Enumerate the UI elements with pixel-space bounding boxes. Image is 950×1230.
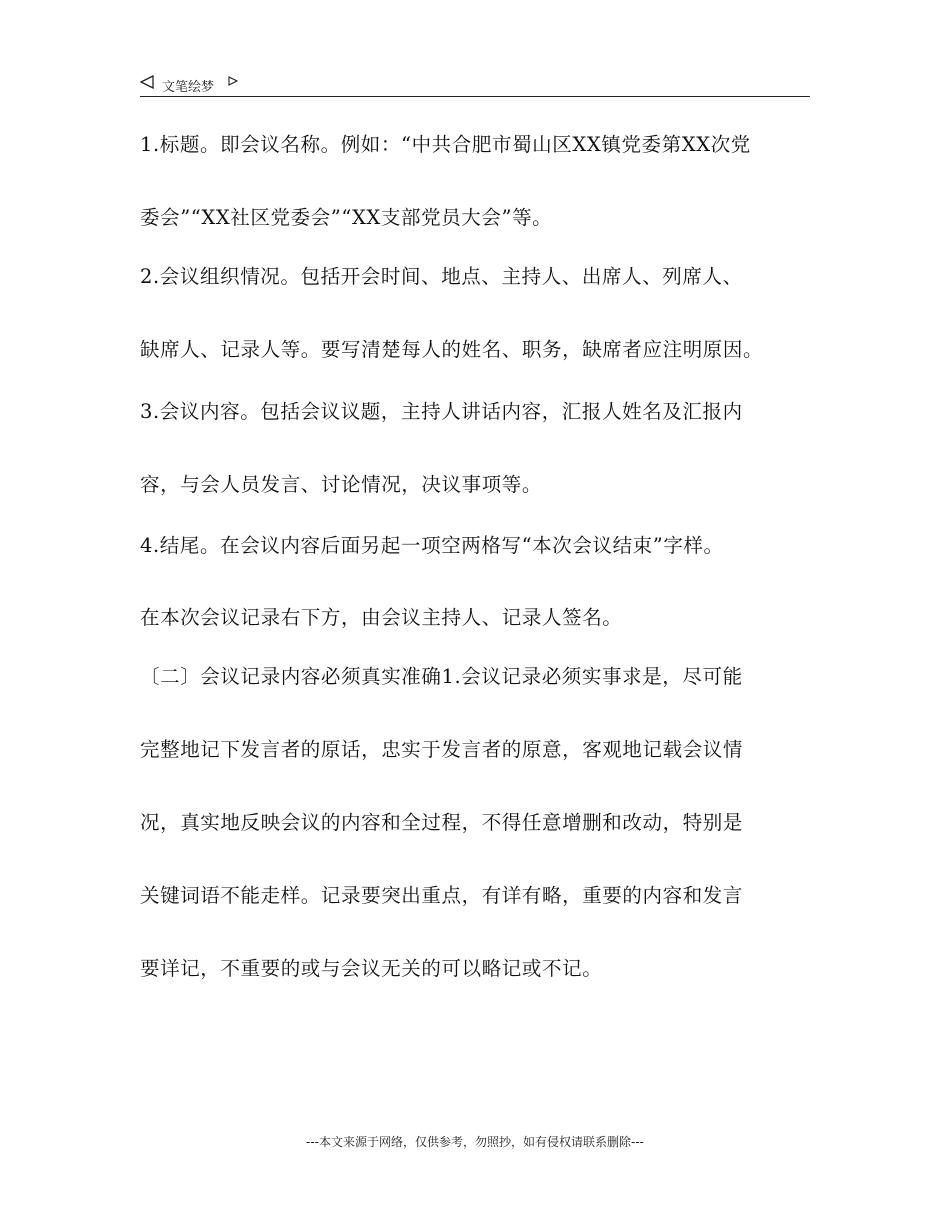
paragraph-line: 〔二〕会议记录内容必须真实准确1.会议记录必须实事求是，尽可能 bbox=[140, 665, 743, 688]
page-header bbox=[140, 72, 810, 97]
paragraph-line: 1.标题。即会议名称。例如：“中共合肥市蜀山区XX镇党委第XX次党 bbox=[140, 133, 751, 156]
paragraph-line: 况，真实地反映会议的内容和全过程，不得任意增删和改动，特别是 bbox=[140, 811, 744, 834]
paragraph-line: 缺席人、记录人等。要写清楚每人的姓名、职务，缺席者应注明原因。 bbox=[140, 338, 764, 361]
paragraph-line: 关键词语不能走样。记录要突出重点，有详有略，重要的内容和发言 bbox=[140, 884, 744, 907]
left-triangle-icon bbox=[140, 75, 154, 89]
right-triangle-icon bbox=[228, 76, 238, 86]
paragraph-line: 要详记，不重要的或与会议无关的可以略记或不记。 bbox=[140, 957, 603, 980]
paragraph-line: 容，与会人员发言、讨论情况，决议事项等。 bbox=[140, 473, 543, 496]
header-title: 文笔绘梦 bbox=[162, 80, 215, 95]
paragraph-line: 3.会议内容。包括会议议题，主持人讲话内容，汇报人姓名及汇报内 bbox=[140, 400, 743, 423]
paragraph-line: 委会”“XX社区党委会”“XX支部党员大会”等。 bbox=[140, 206, 553, 229]
paragraph-line: 完整地记下发言者的原话，忠实于发言者的原意，客观地记载会议情 bbox=[140, 738, 744, 761]
page-footer: ---本文来源于网络，仅供参考，勿照抄，如有侵权请联系删除--- bbox=[306, 1135, 644, 1149]
paragraph-line: 在本次会议记录右下方，由会议主持人、记录人签名。 bbox=[140, 606, 623, 629]
paragraph-line: 2.会议组织情况。包括开会时间、地点、主持人、出席人、列席人、 bbox=[140, 265, 743, 288]
paragraph-line: 4.结尾。在会议内容后面另起一项空两格写“本次会议结束”字样。 bbox=[140, 534, 724, 557]
